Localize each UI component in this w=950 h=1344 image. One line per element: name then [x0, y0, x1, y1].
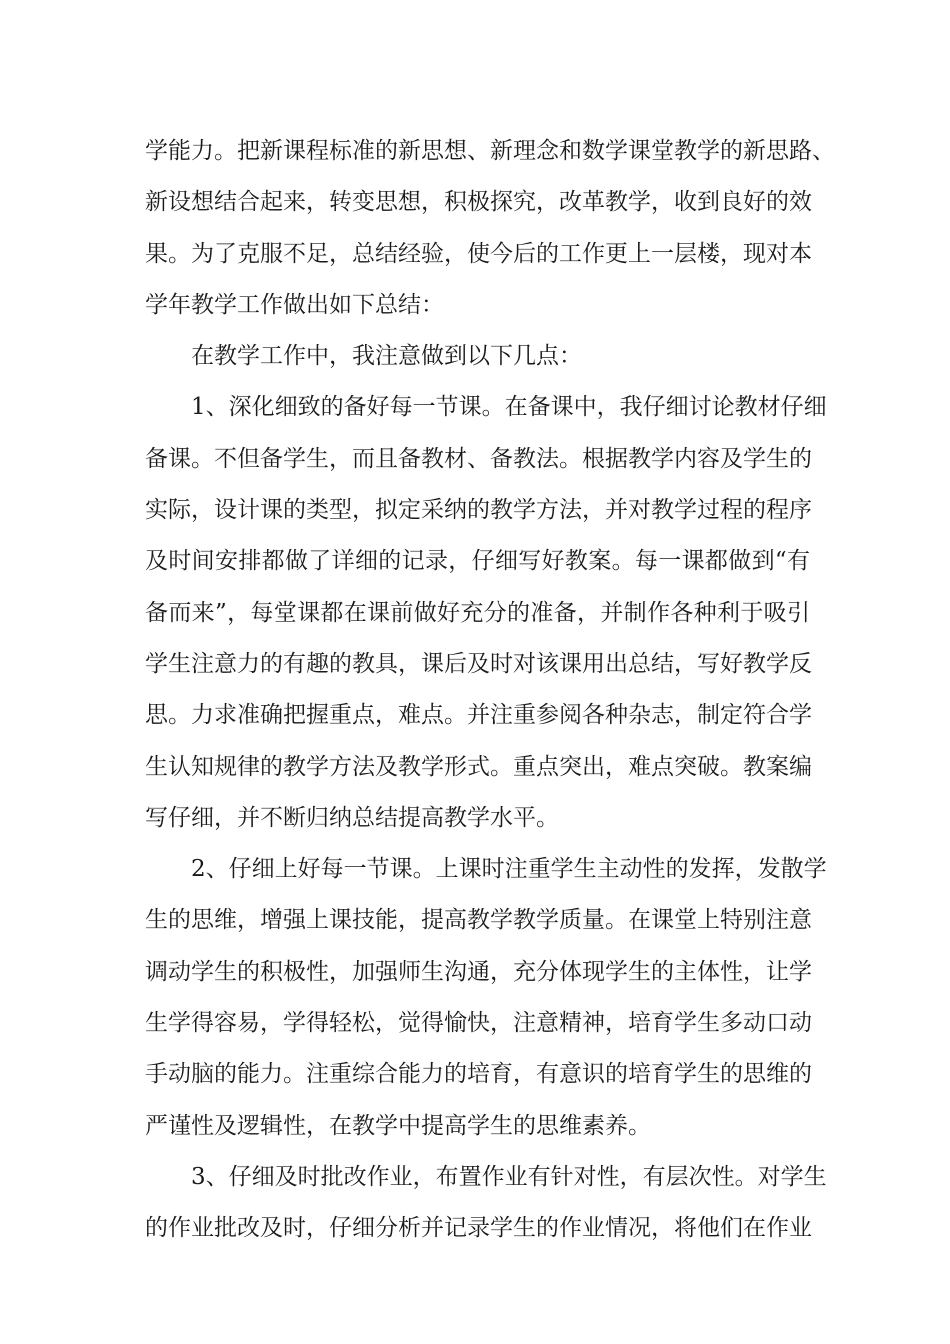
text-line: 的作业批改及时，仔细分析并记录学生的作业情况，将他们在作业	[145, 1215, 812, 1242]
text-line: 果。为了克服不足，总结经验，使今后的工作更上一层楼，现对本	[145, 240, 812, 267]
text-line: 严谨性及逻辑性，在教学中提高学生的思维素养。	[145, 1112, 651, 1139]
text-line: 生学得容易，学得轻松，觉得愉快，注意精神，培育学生多动口动	[145, 1010, 812, 1037]
text-line: 手动脑的能力。注重综合能力的培育，有意识的培育学生的思维的	[145, 1061, 812, 1088]
text-line: 生认知规律的教学方法及教学形式。重点突出，难点突破。教案编	[145, 753, 812, 780]
text-line: 及时间安排都做了详细的记录，仔细写好教案。每一课都做到“有	[145, 548, 810, 575]
text-line: 思。力求准确把握重点，难点。并注重参阅各种杂志，制定符合学	[145, 702, 812, 729]
text-line: 学能力。把新课程标准的新思想、新理念和数学课堂教学的新思路、	[145, 138, 835, 164]
text-line: 新设想结合起来，转变思想，积极探究，改革教学，收到良好的效	[145, 189, 812, 216]
text-line: 3、仔细及时批改作业，布置作业有针对性，有层次性。对学生	[191, 1163, 827, 1190]
text-line: 2、仔细上好每一节课。上课时注重学生主动性的发挥，发散学	[191, 856, 827, 883]
text-line: 在教学工作中，我注意做到以下几点：	[191, 343, 582, 370]
text-line: 实际，设计课的类型，拟定采纳的教学方法，并对教学过程的程序	[145, 497, 812, 524]
text-line: 学生注意力的有趣的教具，课后及时对该课用出总结，写好教学反	[145, 650, 812, 677]
text-line: 学年教学工作做出如下总结：	[145, 291, 444, 318]
text-line: 生的思维，增强上课技能，提高教学教学质量。在课堂上特别注意	[145, 907, 812, 934]
text-line: 备而来”，每堂课都在课前做好充分的准备，并制作各种利于吸引	[145, 599, 810, 626]
text-line: 1、深化细致的备好每一节课。在备课中，我仔细讨论教材仔细	[191, 394, 827, 421]
document-body	[145, 126, 835, 1255]
text-line: 写仔细，并不断归纳总结提高教学水平。	[145, 804, 559, 831]
text-line: 调动学生的积极性，加强师生沟通，充分体现学生的主体性，让学	[145, 958, 812, 985]
text-line: 备课。不但备学生，而且备教材、备教法。根据教学内容及学生的	[145, 445, 812, 472]
